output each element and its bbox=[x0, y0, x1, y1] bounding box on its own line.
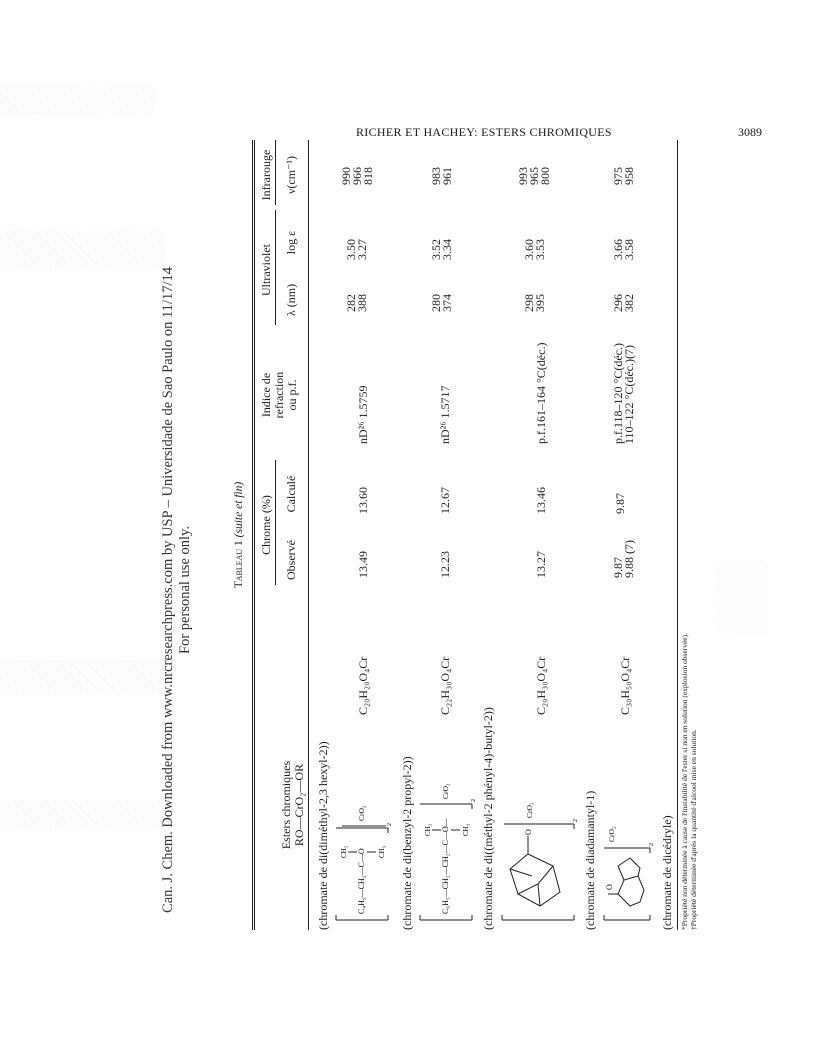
formula: C₃₀H₅₀O₄Cr bbox=[618, 656, 632, 715]
ir-values: 975 958 bbox=[611, 167, 636, 185]
col-header-calcule: Calculé bbox=[284, 475, 298, 513]
structure-diagram bbox=[332, 784, 392, 924]
structure-diagram bbox=[600, 774, 655, 924]
ester-name: (chromate de di(benzyl-2 propyl-2)) bbox=[400, 756, 414, 930]
uv-lambda: 280 374 bbox=[429, 294, 454, 312]
chrome-calcule: 9.87 bbox=[613, 493, 627, 514]
svg-text:CH₃: CH₃ bbox=[462, 823, 470, 836]
chrome-observe: 13.27 bbox=[534, 551, 548, 578]
uv-log: 3.60 3.53 bbox=[522, 239, 547, 260]
scan-noise bbox=[0, 660, 160, 695]
svg-text:CrO₂: CrO₂ bbox=[441, 783, 450, 799]
top-rule bbox=[252, 140, 255, 930]
ir-values: 990 966 818 bbox=[339, 167, 375, 185]
header-rule bbox=[308, 140, 309, 930]
ir-values: 993 965 800 bbox=[516, 167, 552, 185]
chrome-calcule: 13.60 bbox=[356, 487, 370, 514]
col-header-indice bbox=[260, 340, 299, 450]
formula: C₂₀H₃₀O₄Cr bbox=[534, 656, 548, 715]
chrome-sub-rule bbox=[275, 460, 276, 585]
ester-name: (chromate de di(diméthyl-2,3 hexyl-2)) bbox=[316, 741, 330, 930]
formula: C₂₂H₃₀O₄Cr bbox=[438, 656, 452, 715]
scan-noise bbox=[0, 85, 155, 115]
col-header-ester-line2: RO—CrO₂—OR bbox=[292, 763, 306, 847]
svg-text:C₄H₉—CH₂—C—O: C₄H₉—CH₂—C—O bbox=[357, 848, 366, 914]
svg-text:O: O bbox=[605, 884, 614, 890]
scan-noise bbox=[0, 800, 160, 830]
col-header-lambda: λ (nm) bbox=[284, 283, 298, 317]
col-header-observe: Observé bbox=[284, 540, 298, 580]
indice: nD²⁶ 1.5717 bbox=[438, 385, 452, 444]
footnote-1: *Propriété non déterminée à cause de l'instabilité de l'ester si non en solution (explosion observée). bbox=[680, 633, 689, 930]
ester-name: (chromate de diadamantyl-1) bbox=[583, 790, 597, 930]
indice: nD²⁶ 1.5759 bbox=[356, 385, 370, 444]
col-header-indice-line2: refraction bbox=[272, 371, 286, 419]
svg-text:O: O bbox=[524, 829, 533, 835]
data-table bbox=[228, 140, 698, 930]
scan-artifact bbox=[715, 560, 770, 635]
svg-text:CrO₂: CrO₂ bbox=[357, 805, 366, 821]
chrome-observe: 13.49 bbox=[356, 551, 370, 578]
svg-text:2: 2 bbox=[471, 799, 477, 802]
table-title-sub: (suite et fin) bbox=[233, 481, 245, 538]
col-header-log: log ε bbox=[284, 230, 298, 255]
structure-diagram bbox=[416, 774, 476, 924]
stamp-line-2: For personal use only. bbox=[177, 526, 193, 654]
svg-text:CH₃: CH₃ bbox=[424, 823, 432, 836]
uv-log: 3.52 3.34 bbox=[429, 239, 454, 260]
uv-lambda: 282 388 bbox=[344, 294, 369, 312]
indice: p.f.118–120 °C(déc.) 110–122 °C(déc.)(7) bbox=[611, 343, 636, 444]
uv-lambda: 296 382 bbox=[611, 294, 636, 312]
chrome-calcule: 12.67 bbox=[438, 487, 452, 514]
col-header-ir: Infrarouge bbox=[259, 149, 273, 201]
scan-noise bbox=[0, 230, 165, 270]
col-header-uv: Ultraviolet bbox=[259, 244, 273, 296]
svg-text:CrO₂: CrO₂ bbox=[525, 802, 534, 818]
stamp-line-1: Can. J. Chem. Downloaded from www.nrcresearchpress.com by USP – Universidade de Sao Paulo on 11/17/14 bbox=[160, 267, 176, 913]
col-header-ester bbox=[280, 720, 306, 890]
svg-text:CH₃: CH₃ bbox=[340, 845, 348, 858]
col-header-ester-line1: Esters chromiques bbox=[279, 760, 293, 850]
formula: C₂₀H₂₀O₄Cr bbox=[356, 656, 370, 715]
col-header-chrome: Chrome (%) bbox=[259, 495, 273, 555]
bottom-rule bbox=[677, 140, 678, 930]
uv-lambda: 298 395 bbox=[522, 294, 547, 312]
ir-values: 983 961 bbox=[429, 167, 454, 185]
ester-name: (chromate de di((méthyl-2 phényl-4)-butyl-2)) bbox=[481, 707, 495, 930]
chrome-observe: 9.87 9.88 (7) bbox=[611, 540, 636, 578]
svg-text:2: 2 bbox=[573, 819, 579, 822]
ester-name: (chromate de dicédryle) bbox=[660, 815, 674, 930]
chrome-calcule: 13.46 bbox=[534, 487, 548, 514]
page-number: 3089 bbox=[738, 125, 762, 139]
uv-log: 3.50 3.27 bbox=[344, 239, 369, 260]
svg-text:2: 2 bbox=[387, 823, 393, 826]
col-header-indice-line1: Indice de bbox=[259, 372, 273, 418]
uv-log: 3.66 3.58 bbox=[611, 239, 636, 260]
table-title-main: Tableau 1 bbox=[233, 540, 245, 589]
svg-text:C₆H₅—CH₂—CH₂—C—O—: C₆H₅—CH₂—CH₂—C—O— bbox=[441, 818, 450, 914]
svg-text:CrO₂: CrO₂ bbox=[607, 826, 616, 842]
download-stamp bbox=[160, 180, 220, 1000]
chrome-observe: 12.23 bbox=[438, 551, 452, 578]
footnote-2: †Propriété déterminée d'après la quantité d'alcool mise en solution. bbox=[689, 729, 698, 930]
svg-text:CH₃: CH₃ bbox=[378, 845, 386, 858]
indice: p.f.161–164 °C(déc.) bbox=[534, 342, 548, 444]
ir-sub-rule bbox=[275, 140, 276, 205]
uv-sub-rule bbox=[275, 210, 276, 325]
col-header-indice-line3: ou p.f. bbox=[285, 379, 299, 411]
svg-text:2: 2 bbox=[649, 843, 655, 846]
running-title: RICHER ET HACHEY: ESTERS CHROMIQUES bbox=[356, 125, 612, 139]
table-title bbox=[233, 140, 245, 930]
col-header-nu: ν(cm⁻¹) bbox=[284, 156, 298, 195]
structure-diagram bbox=[498, 774, 578, 924]
